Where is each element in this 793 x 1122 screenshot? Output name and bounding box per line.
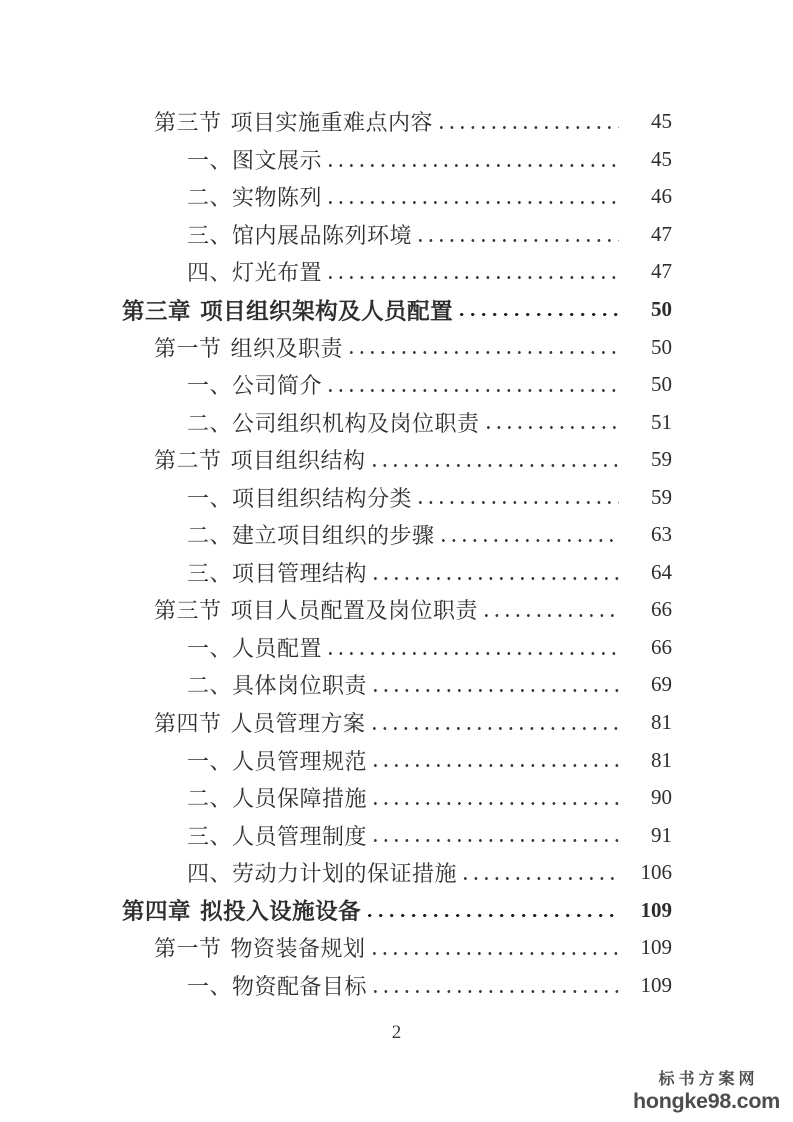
toc-entry-page: 64 <box>651 559 672 584</box>
toc-entry <box>122 178 672 216</box>
toc-entry <box>122 291 672 329</box>
dot-leader <box>373 937 619 959</box>
dot-leader <box>329 636 619 658</box>
dot-leader <box>374 824 619 846</box>
toc-entry-page: 59 <box>651 447 672 472</box>
toc-entry-label: 一、人员配置 <box>187 635 323 661</box>
toc-entry-label: 四、劳动力计划的保证措施 <box>187 861 458 887</box>
dot-leader <box>374 787 619 809</box>
toc-entry-page: 66 <box>651 634 672 659</box>
toc-entry-page: 81 <box>651 710 672 735</box>
toc-entry-label: 第四章 拟投入设施设备 <box>122 899 362 925</box>
dot-leader <box>329 261 619 283</box>
toc-entry <box>122 403 672 441</box>
dot-leader <box>350 336 619 358</box>
toc-entry-page: 109 <box>640 935 672 960</box>
toc-entry <box>122 366 672 404</box>
toc-entry-page: 109 <box>640 972 672 997</box>
toc-entry-page: 69 <box>651 672 672 697</box>
dot-leader <box>485 599 619 621</box>
dot-leader <box>329 148 619 170</box>
toc-entry-page: 91 <box>651 822 672 847</box>
toc-entry-label: 二、公司组织机构及岗位职责 <box>187 410 480 436</box>
toc-entry-page: 50 <box>651 372 672 397</box>
dot-leader <box>419 486 619 508</box>
toc-entry-page: 50 <box>651 297 672 321</box>
dot-leader <box>442 524 619 546</box>
dot-leader <box>373 449 619 471</box>
toc-entry-label: 二、建立项目组织的步骤 <box>187 523 435 549</box>
dot-leader <box>374 974 619 996</box>
toc-entry-label: 三、项目管理结构 <box>187 560 368 586</box>
dot-leader <box>487 411 619 433</box>
toc-entry <box>122 103 672 141</box>
dot-leader <box>374 749 619 771</box>
dot-leader <box>329 186 619 208</box>
watermark <box>633 1072 780 1113</box>
toc-entry-label: 四、灯光布置 <box>187 260 323 286</box>
toc-entry-page: 45 <box>651 146 672 171</box>
watermark-site-url: hongke98.com <box>633 1089 780 1114</box>
toc-entry <box>122 629 672 667</box>
toc-entry-label: 第一节 组织及职责 <box>154 335 344 361</box>
toc-entry <box>122 253 672 291</box>
toc-entry-label: 第二节 项目组织结构 <box>154 448 366 474</box>
toc-entry-page: 47 <box>651 259 672 284</box>
toc-entry-label: 第三节 项目人员配置及岗位职责 <box>154 598 479 624</box>
toc-entry <box>122 441 672 479</box>
toc-entry <box>122 478 672 516</box>
toc-entry-label: 三、人员管理制度 <box>187 823 368 849</box>
table-of-contents <box>122 103 672 1004</box>
toc-entry-page: 51 <box>651 409 672 434</box>
toc-entry-page: 63 <box>651 522 672 547</box>
toc-entry <box>122 967 672 1005</box>
toc-entry-label: 二、人员保障措施 <box>187 786 368 812</box>
toc-entry <box>122 816 672 854</box>
toc-entry-page: 45 <box>651 109 672 134</box>
dot-leader <box>460 299 619 321</box>
toc-entry-label: 一、图文展示 <box>187 147 323 173</box>
toc-entry-page: 109 <box>640 897 672 922</box>
toc-entry <box>122 328 672 366</box>
toc-entry-label: 第三节 项目实施重难点内容 <box>154 110 434 136</box>
toc-entry-page: 66 <box>651 597 672 622</box>
dot-leader <box>374 674 619 696</box>
toc-entry-page: 59 <box>651 484 672 509</box>
toc-entry <box>122 554 672 592</box>
toc-entry-label: 一、人员管理规范 <box>187 748 368 774</box>
toc-entry-label: 第四节 人员管理方案 <box>154 711 366 737</box>
toc-entry-label: 二、实物陈列 <box>187 185 323 211</box>
toc-entry-label: 一、公司简介 <box>187 373 323 399</box>
toc-entry <box>122 141 672 179</box>
dot-leader <box>440 111 619 133</box>
toc-entry <box>122 741 672 779</box>
toc-entry-page: 90 <box>651 785 672 810</box>
toc-entry <box>122 891 672 929</box>
toc-entry <box>122 666 672 704</box>
toc-entry-page: 50 <box>651 334 672 359</box>
toc-entry <box>122 854 672 892</box>
watermark-site-name: 标书方案网 <box>658 1070 759 1088</box>
dot-leader <box>373 712 619 734</box>
toc-entry <box>122 591 672 629</box>
toc-entry-page: 47 <box>651 221 672 246</box>
toc-entry-label: 一、项目组织结构分类 <box>187 485 413 511</box>
dot-leader <box>368 899 619 921</box>
toc-entry <box>122 929 672 967</box>
toc-entry <box>122 779 672 817</box>
toc-entry <box>122 516 672 554</box>
dot-leader <box>374 561 619 583</box>
toc-entry-label: 一、物资配备目标 <box>187 973 368 999</box>
toc-entry-label: 二、具体岗位职责 <box>187 673 368 699</box>
dot-leader <box>464 862 619 884</box>
page-number: 2 <box>391 1022 402 1043</box>
toc-entry-page: 106 <box>640 860 672 885</box>
toc-entry <box>122 216 672 254</box>
dot-leader <box>419 223 619 245</box>
toc-entry <box>122 704 672 742</box>
toc-entry-label: 三、馆内展品陈列环境 <box>187 222 413 248</box>
toc-entry-page: 46 <box>651 184 672 209</box>
toc-entry-label: 第三章 项目组织架构及人员配置 <box>122 298 454 324</box>
dot-leader <box>329 374 619 396</box>
toc-entry-page: 81 <box>651 747 672 772</box>
toc-entry-label: 第一节 物资装备规划 <box>154 936 366 962</box>
